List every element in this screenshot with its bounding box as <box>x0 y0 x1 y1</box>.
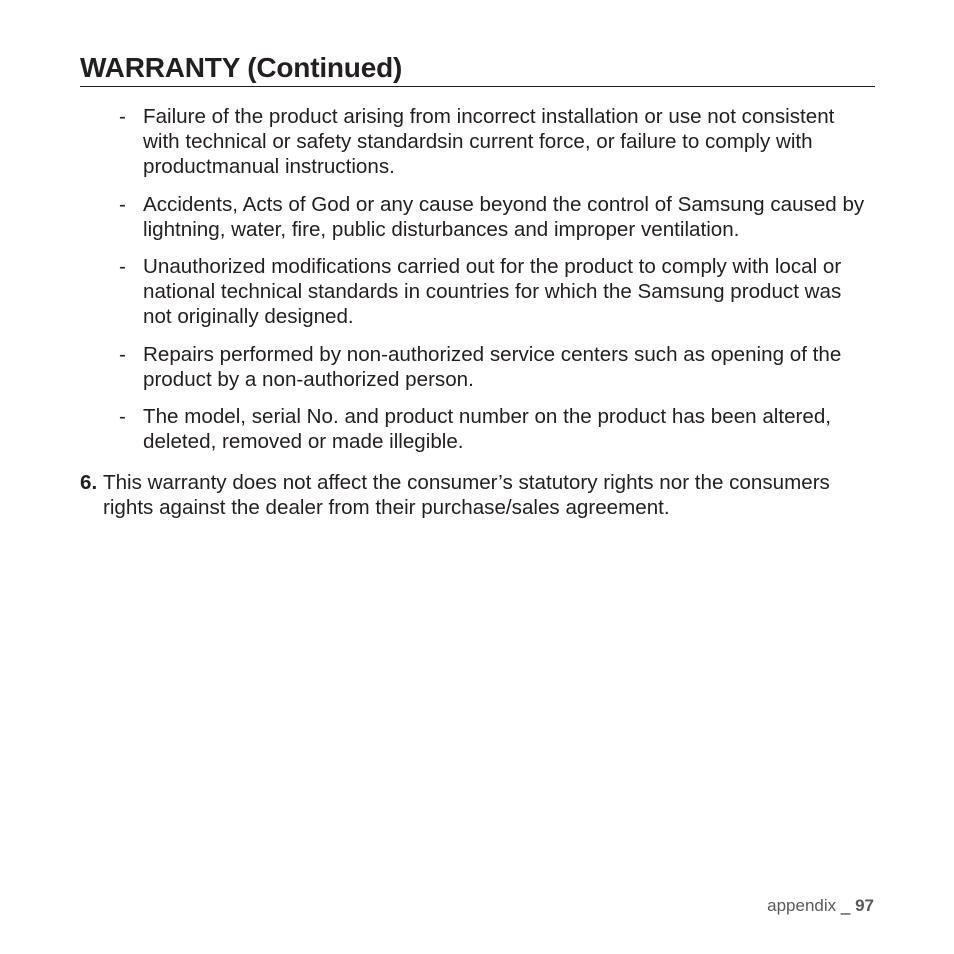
clause-number: 6. <box>80 471 98 494</box>
list-item <box>80 104 875 179</box>
list-item-text: Unauthorized modifications carried out for the product to comply with local or national technical standards in countries for which the Samsung product was not originally designed. <box>143 255 842 328</box>
title-divider <box>80 86 875 87</box>
bullet-dash: - <box>119 342 126 366</box>
bullet-dash: - <box>119 255 126 278</box>
footer-section: appendix <box>767 896 837 915</box>
clause-text: This warranty does not affect the consumer’s statutory rights nor the consumers rights against the dealer from their purchase/sales agreement. <box>103 471 830 519</box>
list-item-text: Failure of the product arising from incorrect installation or use not consistent with technical or safety standardsin current force, or failure to comply with productmanual instructions. <box>143 105 835 178</box>
page-title: WARRANTY (Continued) <box>80 52 403 83</box>
numbered-clause <box>80 470 875 520</box>
bullet-dash: - <box>119 405 126 428</box>
list-item <box>80 192 875 242</box>
page-footer <box>767 895 874 917</box>
footer-separator: _ <box>840 896 851 915</box>
list-item <box>80 404 875 454</box>
exclusion-list <box>80 104 875 454</box>
list-item-text: Repairs performed by non-authorized service centers such as opening of the product by a non-authorized person. <box>143 342 842 391</box>
list-item <box>80 342 875 392</box>
list-item-text: The model, serial No. and product number on the product has been altered, deleted, removed or made illegible. <box>143 405 832 453</box>
page-number: 97 <box>855 896 874 915</box>
list-item <box>80 254 875 329</box>
bullet-dash: - <box>119 192 126 216</box>
list-item-text: Accidents, Acts of God or any cause beyond the control of Samsung caused by lightning, water, fire, public disturbances and improper ventilation. <box>143 192 865 241</box>
bullet-dash: - <box>119 105 126 128</box>
warranty-content <box>80 104 875 520</box>
